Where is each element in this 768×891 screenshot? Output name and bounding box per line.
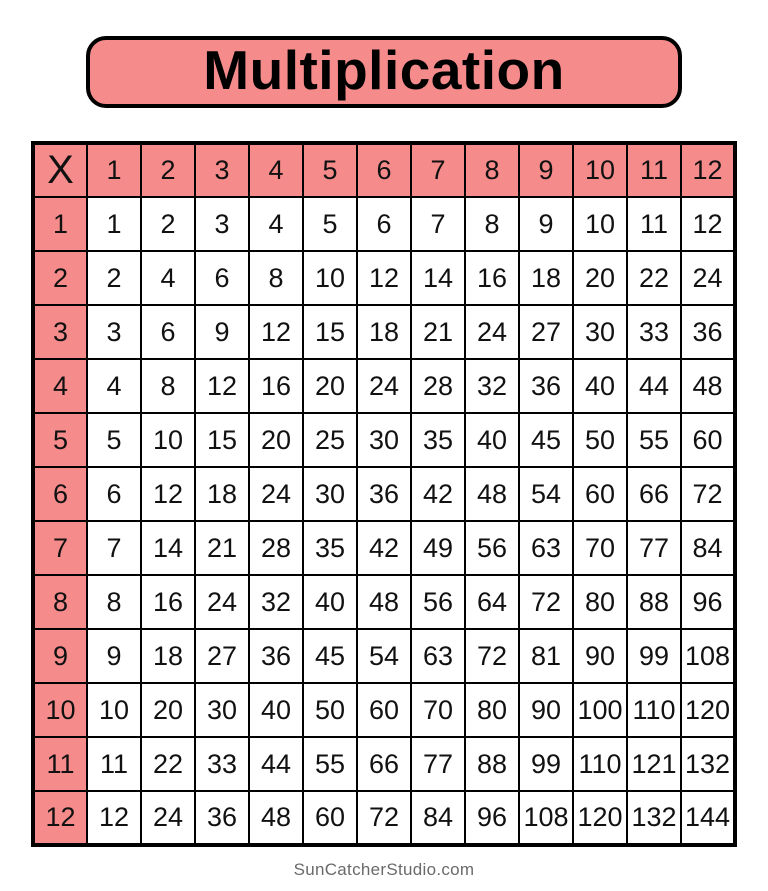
row-header: 7	[33, 521, 87, 575]
product-cell: 66	[357, 737, 411, 791]
column-header: 7	[411, 143, 465, 197]
product-cell: 60	[681, 413, 735, 467]
column-header: 8	[465, 143, 519, 197]
product-cell: 16	[249, 359, 303, 413]
product-cell: 11	[627, 197, 681, 251]
product-cell: 14	[141, 521, 195, 575]
product-cell: 84	[681, 521, 735, 575]
product-cell: 27	[195, 629, 249, 683]
row-header: 1	[33, 197, 87, 251]
product-cell: 45	[519, 413, 573, 467]
row-header: 9	[33, 629, 87, 683]
product-cell: 36	[519, 359, 573, 413]
product-cell: 20	[249, 413, 303, 467]
product-cell: 4	[141, 251, 195, 305]
product-cell: 70	[573, 521, 627, 575]
product-cell: 12	[249, 305, 303, 359]
product-cell: 8	[465, 197, 519, 251]
product-cell: 40	[465, 413, 519, 467]
product-cell: 36	[249, 629, 303, 683]
product-cell: 32	[249, 575, 303, 629]
product-cell: 36	[681, 305, 735, 359]
product-cell: 54	[357, 629, 411, 683]
row-header: 3	[33, 305, 87, 359]
product-cell: 30	[573, 305, 627, 359]
table-row	[33, 575, 735, 629]
product-cell: 10	[573, 197, 627, 251]
product-cell: 90	[573, 629, 627, 683]
product-cell: 20	[141, 683, 195, 737]
product-cell: 121	[627, 737, 681, 791]
product-cell: 99	[519, 737, 573, 791]
product-cell: 4	[87, 359, 141, 413]
product-cell: 24	[465, 305, 519, 359]
product-cell: 18	[141, 629, 195, 683]
product-cell: 3	[87, 305, 141, 359]
product-cell: 40	[573, 359, 627, 413]
product-cell: 22	[627, 251, 681, 305]
product-cell: 30	[195, 683, 249, 737]
product-cell: 9	[519, 197, 573, 251]
product-cell: 11	[87, 737, 141, 791]
product-cell: 12	[195, 359, 249, 413]
product-cell: 48	[465, 467, 519, 521]
product-cell: 21	[411, 305, 465, 359]
product-cell: 72	[681, 467, 735, 521]
page-title: Multiplication	[203, 38, 565, 101]
table-row	[33, 683, 735, 737]
row-header: 6	[33, 467, 87, 521]
product-cell: 30	[303, 467, 357, 521]
product-cell: 12	[357, 251, 411, 305]
product-cell: 56	[465, 521, 519, 575]
product-cell: 12	[87, 791, 141, 845]
product-cell: 21	[195, 521, 249, 575]
table-row	[33, 521, 735, 575]
product-cell: 9	[87, 629, 141, 683]
product-cell: 9	[195, 305, 249, 359]
product-cell: 72	[519, 575, 573, 629]
product-cell: 80	[465, 683, 519, 737]
row-header: 4	[33, 359, 87, 413]
column-header: 9	[519, 143, 573, 197]
product-cell: 6	[141, 305, 195, 359]
table-row	[33, 251, 735, 305]
product-cell: 5	[87, 413, 141, 467]
product-cell: 48	[357, 575, 411, 629]
product-cell: 6	[357, 197, 411, 251]
product-cell: 4	[249, 197, 303, 251]
footer-credit: SunCatcherStudio.com	[293, 860, 475, 879]
product-cell: 6	[87, 467, 141, 521]
product-cell: 60	[573, 467, 627, 521]
product-cell: 15	[303, 305, 357, 359]
table-row	[33, 467, 735, 521]
product-cell: 44	[627, 359, 681, 413]
product-cell: 15	[195, 413, 249, 467]
product-cell: 20	[573, 251, 627, 305]
product-cell: 81	[519, 629, 573, 683]
product-cell: 108	[519, 791, 573, 845]
product-cell: 63	[411, 629, 465, 683]
column-header: 11	[627, 143, 681, 197]
product-cell: 35	[411, 413, 465, 467]
header-row	[33, 143, 735, 197]
product-cell: 60	[357, 683, 411, 737]
product-cell: 77	[411, 737, 465, 791]
table-row	[33, 305, 735, 359]
product-cell: 25	[303, 413, 357, 467]
product-cell: 40	[303, 575, 357, 629]
product-cell: 24	[141, 791, 195, 845]
product-cell: 45	[303, 629, 357, 683]
product-cell: 100	[573, 683, 627, 737]
product-cell: 48	[681, 359, 735, 413]
table-row	[33, 197, 735, 251]
product-cell: 72	[465, 629, 519, 683]
column-header: 4	[249, 143, 303, 197]
product-cell: 18	[519, 251, 573, 305]
product-cell: 8	[249, 251, 303, 305]
product-cell: 10	[303, 251, 357, 305]
row-header: 2	[33, 251, 87, 305]
product-cell: 8	[141, 359, 195, 413]
product-cell: 10	[141, 413, 195, 467]
product-cell: 27	[519, 305, 573, 359]
product-cell: 80	[573, 575, 627, 629]
product-cell: 120	[681, 683, 735, 737]
table-row	[33, 413, 735, 467]
product-cell: 28	[249, 521, 303, 575]
multiplication-table	[31, 141, 737, 847]
column-header: 10	[573, 143, 627, 197]
product-cell: 3	[195, 197, 249, 251]
product-cell: 70	[411, 683, 465, 737]
product-cell: 10	[87, 683, 141, 737]
row-header: 5	[33, 413, 87, 467]
product-cell: 14	[411, 251, 465, 305]
product-cell: 144	[681, 791, 735, 845]
product-cell: 110	[573, 737, 627, 791]
product-cell: 20	[303, 359, 357, 413]
product-cell: 110	[627, 683, 681, 737]
product-cell: 36	[195, 791, 249, 845]
product-cell: 96	[465, 791, 519, 845]
product-cell: 6	[195, 251, 249, 305]
product-cell: 33	[195, 737, 249, 791]
product-cell: 24	[357, 359, 411, 413]
product-cell: 56	[411, 575, 465, 629]
row-header: 10	[33, 683, 87, 737]
product-cell: 12	[681, 197, 735, 251]
row-header: 11	[33, 737, 87, 791]
product-cell: 88	[465, 737, 519, 791]
product-cell: 33	[627, 305, 681, 359]
row-header: 8	[33, 575, 87, 629]
row-header: 12	[33, 791, 87, 845]
product-cell: 48	[249, 791, 303, 845]
product-cell: 64	[465, 575, 519, 629]
product-cell: 30	[357, 413, 411, 467]
table-header	[33, 143, 735, 197]
product-cell: 28	[411, 359, 465, 413]
product-cell: 60	[303, 791, 357, 845]
column-header: 12	[681, 143, 735, 197]
product-cell: 66	[627, 467, 681, 521]
product-cell: 40	[249, 683, 303, 737]
product-cell: 2	[141, 197, 195, 251]
product-cell: 22	[141, 737, 195, 791]
product-cell: 35	[303, 521, 357, 575]
product-cell: 18	[195, 467, 249, 521]
title-banner	[86, 36, 682, 108]
operator-cell: X	[33, 143, 87, 197]
product-cell: 88	[627, 575, 681, 629]
product-cell: 12	[141, 467, 195, 521]
product-cell: 99	[627, 629, 681, 683]
column-header: 5	[303, 143, 357, 197]
product-cell: 16	[465, 251, 519, 305]
product-cell: 120	[573, 791, 627, 845]
product-cell: 72	[357, 791, 411, 845]
product-cell: 1	[87, 197, 141, 251]
table-row	[33, 359, 735, 413]
product-cell: 132	[627, 791, 681, 845]
product-cell: 8	[87, 575, 141, 629]
product-cell: 44	[249, 737, 303, 791]
product-cell: 108	[681, 629, 735, 683]
product-cell: 36	[357, 467, 411, 521]
product-cell: 2	[87, 251, 141, 305]
product-cell: 5	[303, 197, 357, 251]
product-cell: 24	[681, 251, 735, 305]
product-cell: 84	[411, 791, 465, 845]
column-header: 6	[357, 143, 411, 197]
product-cell: 77	[627, 521, 681, 575]
product-cell: 49	[411, 521, 465, 575]
product-cell: 55	[303, 737, 357, 791]
product-cell: 7	[87, 521, 141, 575]
table-body	[33, 197, 735, 845]
product-cell: 7	[411, 197, 465, 251]
table-row	[33, 629, 735, 683]
column-header: 3	[195, 143, 249, 197]
product-cell: 16	[141, 575, 195, 629]
product-cell: 90	[519, 683, 573, 737]
product-cell: 32	[465, 359, 519, 413]
product-cell: 42	[357, 521, 411, 575]
product-cell: 42	[411, 467, 465, 521]
product-cell: 50	[573, 413, 627, 467]
column-header: 1	[87, 143, 141, 197]
product-cell: 24	[249, 467, 303, 521]
product-cell: 55	[627, 413, 681, 467]
product-cell: 54	[519, 467, 573, 521]
product-cell: 50	[303, 683, 357, 737]
product-cell: 132	[681, 737, 735, 791]
product-cell: 18	[357, 305, 411, 359]
table-row	[33, 737, 735, 791]
product-cell: 96	[681, 575, 735, 629]
product-cell: 63	[519, 521, 573, 575]
column-header: 2	[141, 143, 195, 197]
table-row	[33, 791, 735, 845]
product-cell: 24	[195, 575, 249, 629]
